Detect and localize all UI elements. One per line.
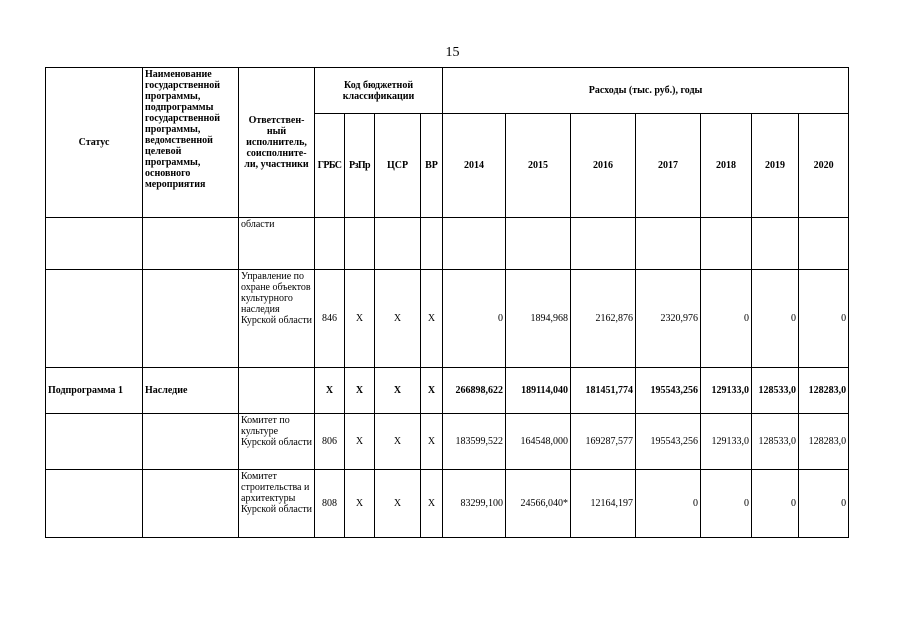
row-status	[46, 470, 143, 538]
row-responsible: Управление по охране объектов культурного наследия Курской области	[239, 270, 315, 368]
row-responsible: области	[239, 218, 315, 270]
row-value: 128283,0	[799, 414, 849, 470]
row-name	[143, 414, 239, 470]
row-code	[315, 218, 345, 270]
row-value: 183599,522	[443, 414, 506, 470]
budget-table	[45, 67, 849, 538]
row-value: 129133,0	[701, 368, 752, 414]
row-code: X	[421, 470, 443, 538]
row-value: 129133,0	[701, 414, 752, 470]
row-code	[421, 218, 443, 270]
row-value: 12164,197	[571, 470, 636, 538]
row-value	[571, 218, 636, 270]
header-year: 2020	[799, 114, 849, 218]
row-responsible: Комитет строительства и архитектуры Курской области	[239, 470, 315, 538]
row-value	[506, 218, 571, 270]
row-responsible	[239, 368, 315, 414]
row-code: X	[345, 414, 375, 470]
header-grbs: ГРБС	[315, 114, 345, 218]
header-csr: ЦСР	[375, 114, 421, 218]
row-status	[46, 218, 143, 270]
row-value: 2320,976	[636, 270, 701, 368]
row-value: 0	[636, 470, 701, 538]
row-code: 806	[315, 414, 345, 470]
row-code: X	[315, 368, 345, 414]
header-expenses: Расходы (тыс. руб.), годы	[443, 68, 849, 114]
header-year: 2017	[636, 114, 701, 218]
row-value: 0	[701, 270, 752, 368]
row-name	[143, 470, 239, 538]
header-year: 2018	[701, 114, 752, 218]
row-status	[46, 270, 143, 368]
row-code	[345, 218, 375, 270]
row-value: 83299,100	[443, 470, 506, 538]
row-value	[799, 218, 849, 270]
row-value: 0	[443, 270, 506, 368]
row-value: 181451,774	[571, 368, 636, 414]
row-name	[143, 218, 239, 270]
row-code: X	[421, 270, 443, 368]
row-value: 0	[752, 470, 799, 538]
table-row	[46, 368, 849, 414]
row-name	[143, 270, 239, 368]
row-code: X	[375, 414, 421, 470]
row-value: 0	[799, 470, 849, 538]
table-row	[46, 414, 849, 470]
row-status	[46, 414, 143, 470]
table-row	[46, 470, 849, 538]
header-responsible: Ответствен-ный исполнитель, соисполните-ли, участники	[239, 68, 315, 218]
row-code: 846	[315, 270, 345, 368]
row-code: X	[375, 368, 421, 414]
row-code: X	[345, 270, 375, 368]
row-value	[636, 218, 701, 270]
row-code: X	[345, 470, 375, 538]
header-name: Наименование государственной программы, подпрограммы государственной программы, ведомственной целевой программы, основного мероприятия	[143, 68, 239, 218]
row-code: X	[421, 414, 443, 470]
row-value	[752, 218, 799, 270]
row-value: 2162,876	[571, 270, 636, 368]
row-value: 128283,0	[799, 368, 849, 414]
header-year: 2014	[443, 114, 506, 218]
header-status: Статус	[46, 68, 143, 218]
row-code: X	[375, 470, 421, 538]
row-value	[443, 218, 506, 270]
row-value: 128533,0	[752, 368, 799, 414]
row-value	[701, 218, 752, 270]
row-code	[375, 218, 421, 270]
row-value: 169287,577	[571, 414, 636, 470]
row-code: 808	[315, 470, 345, 538]
header-year: 2015	[506, 114, 571, 218]
header-row-1	[46, 68, 849, 114]
row-code: X	[375, 270, 421, 368]
row-status: Подпрограмма 1	[46, 368, 143, 414]
table-row	[46, 270, 849, 368]
row-value: 189114,040	[506, 368, 571, 414]
row-value: 0	[701, 470, 752, 538]
row-value: 1894,968	[506, 270, 571, 368]
table-row	[46, 218, 849, 270]
row-value: 266898,622	[443, 368, 506, 414]
row-code: X	[345, 368, 375, 414]
row-responsible: Комитет по культуре Курской области	[239, 414, 315, 470]
row-value: 128533,0	[752, 414, 799, 470]
header-vr: ВР	[421, 114, 443, 218]
header-rzpr: РзПр	[345, 114, 375, 218]
row-value: 195543,256	[636, 368, 701, 414]
row-value: 164548,000	[506, 414, 571, 470]
page-number: 15	[445, 45, 460, 60]
header-year: 2016	[571, 114, 636, 218]
row-code: X	[421, 368, 443, 414]
row-name: Наследие	[143, 368, 239, 414]
row-value: 195543,256	[636, 414, 701, 470]
header-year: 2019	[752, 114, 799, 218]
row-value: 0	[752, 270, 799, 368]
row-value: 0	[799, 270, 849, 368]
row-value: 24566,040*	[506, 470, 571, 538]
header-budget-code: Код бюджетной классификации	[315, 68, 443, 114]
